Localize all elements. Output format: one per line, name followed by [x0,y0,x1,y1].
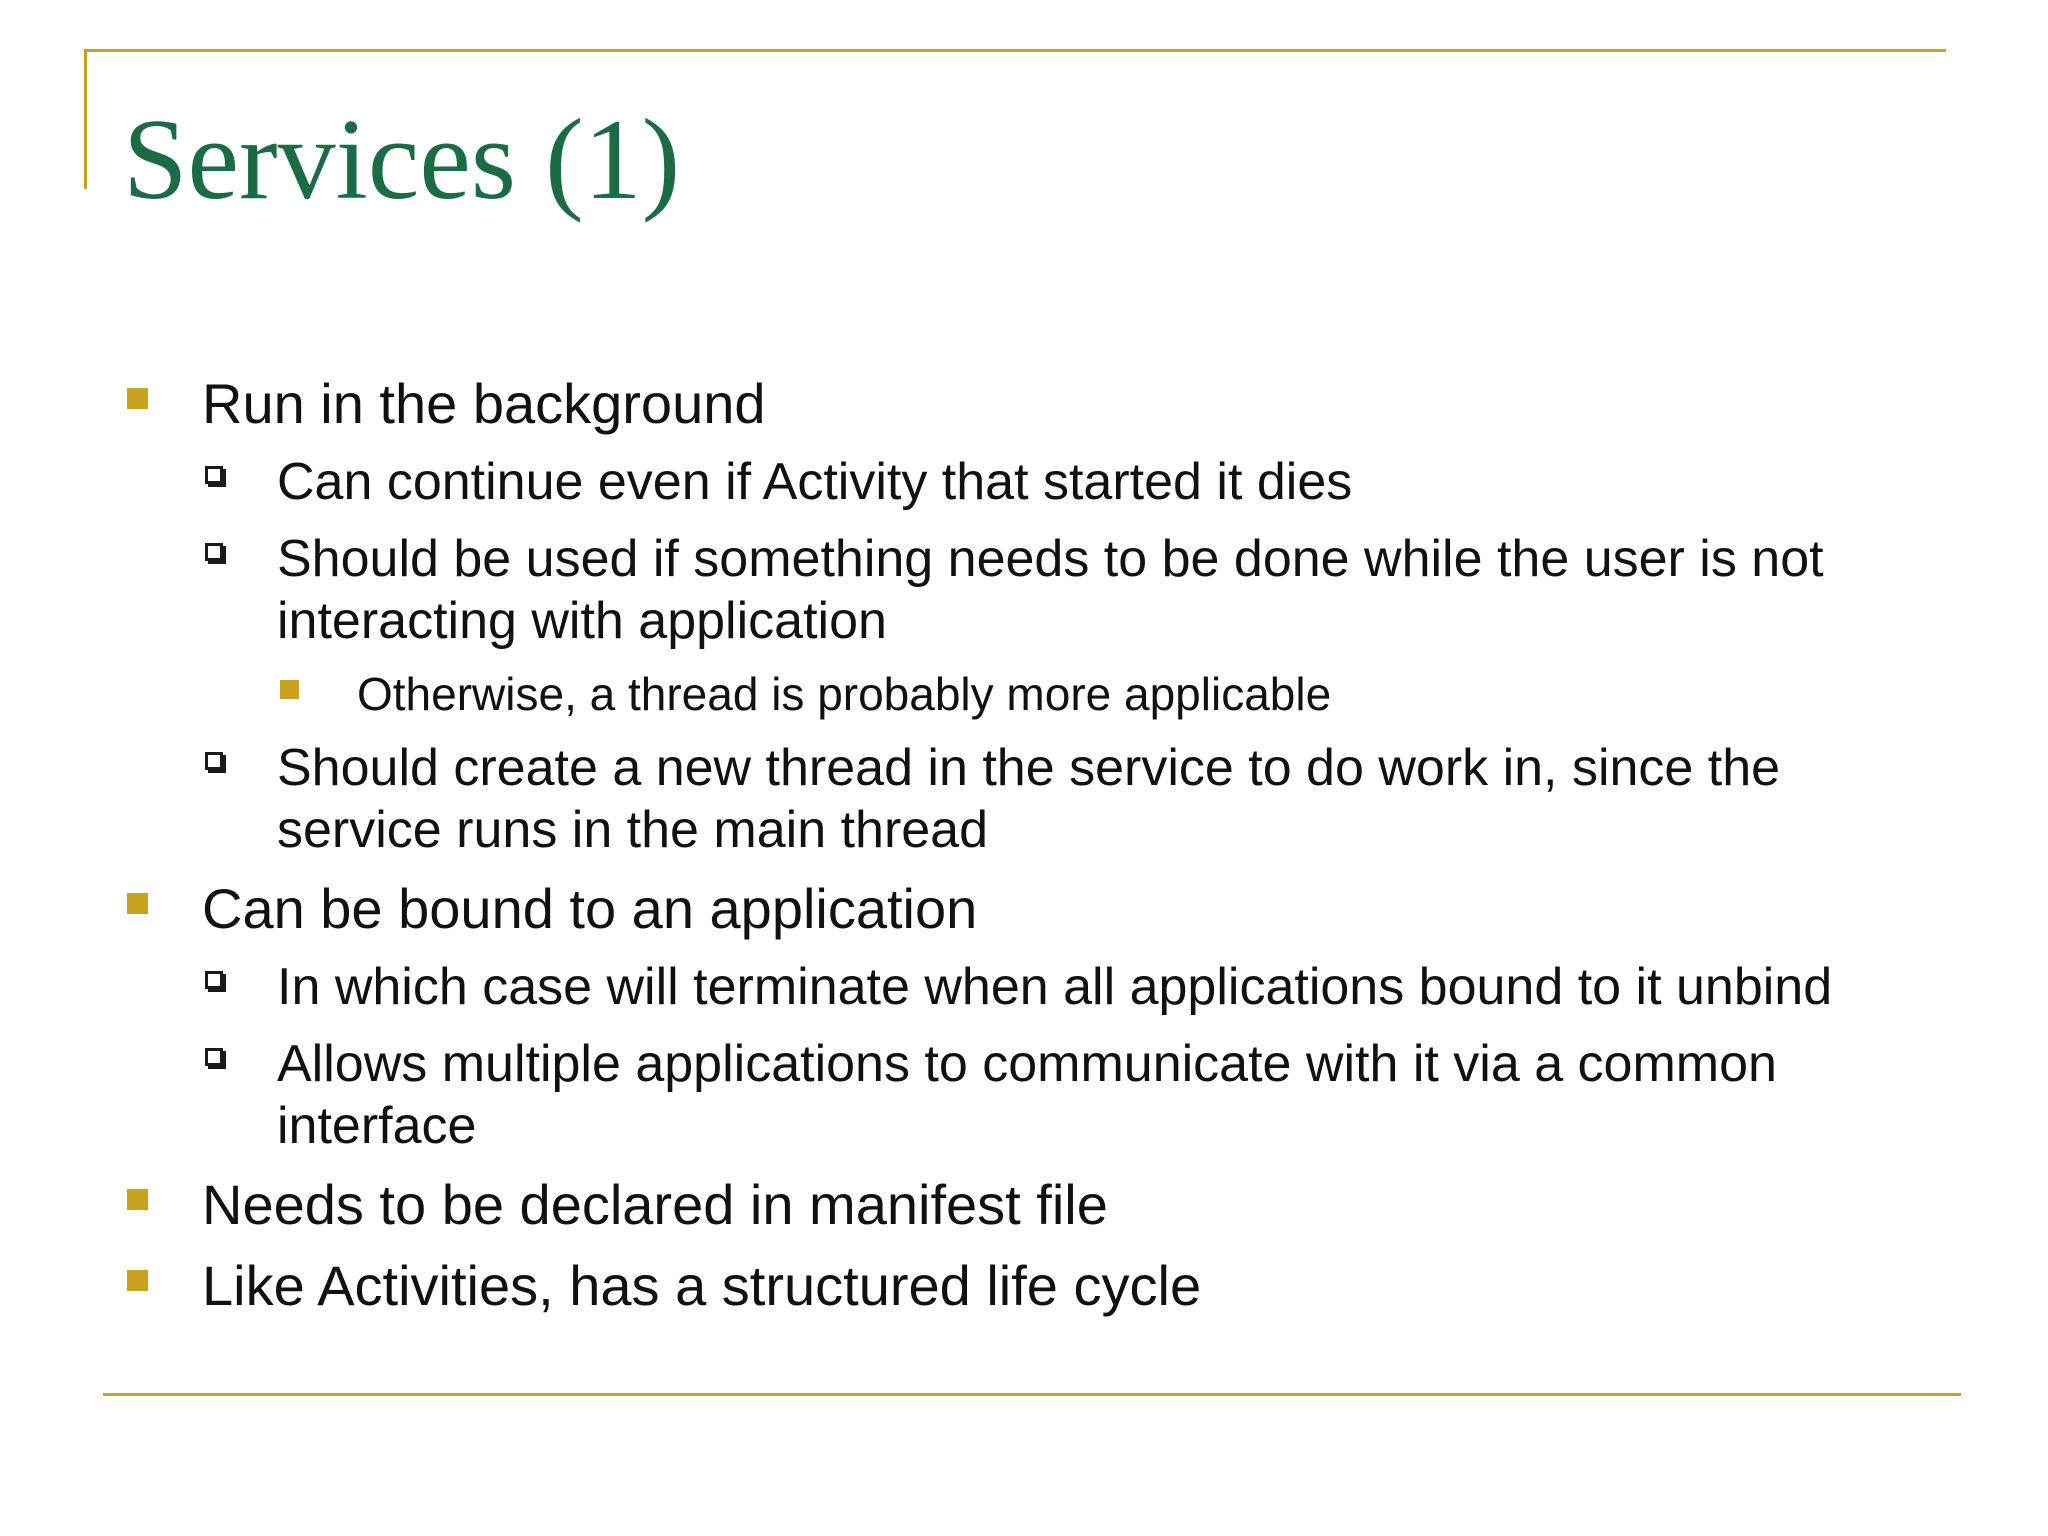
solid-square-icon [127,1270,148,1291]
sub-bullet-text-continued: interacting with application [277,592,887,650]
hollow-square-icon [205,1048,223,1066]
solid-square-icon [280,680,299,699]
bullet-text: Needs to be declared in manifest file [202,1173,1108,1236]
bullet-text: Run in the background [202,372,766,435]
hollow-square-icon [205,466,223,484]
sub-bullet-text: Can continue even if Activity that started it dies [277,453,1353,511]
sub-sub-bullet-text: Otherwise, a thread is probably more applicable [357,668,1332,720]
hollow-square-icon [205,752,223,770]
slide-title: Services (1) [123,96,681,224]
solid-square-icon [127,388,148,409]
sub-bullet-text: Should create a new thread in the service to do work in, since the [277,739,1781,797]
solid-square-icon [127,1189,148,1210]
bullet-text: Like Activities, has a structured life cycle [202,1254,1202,1317]
hollow-square-icon [205,543,223,561]
sub-bullet-text-continued: interface [277,1097,477,1155]
sub-bullet-text: Should be used if something needs to be done while the user is not [277,530,1824,588]
sub-bullet-text: Allows multiple applications to communicate with it via a common [277,1035,1777,1093]
solid-square-icon [127,893,148,914]
sub-bullet-text: In which case will terminate when all applications bound to it unbind [277,958,1833,1016]
sub-bullet-text-continued: service runs in the main thread [277,801,989,859]
bullet-text: Can be bound to an application [202,877,978,940]
hollow-square-icon [205,971,223,989]
